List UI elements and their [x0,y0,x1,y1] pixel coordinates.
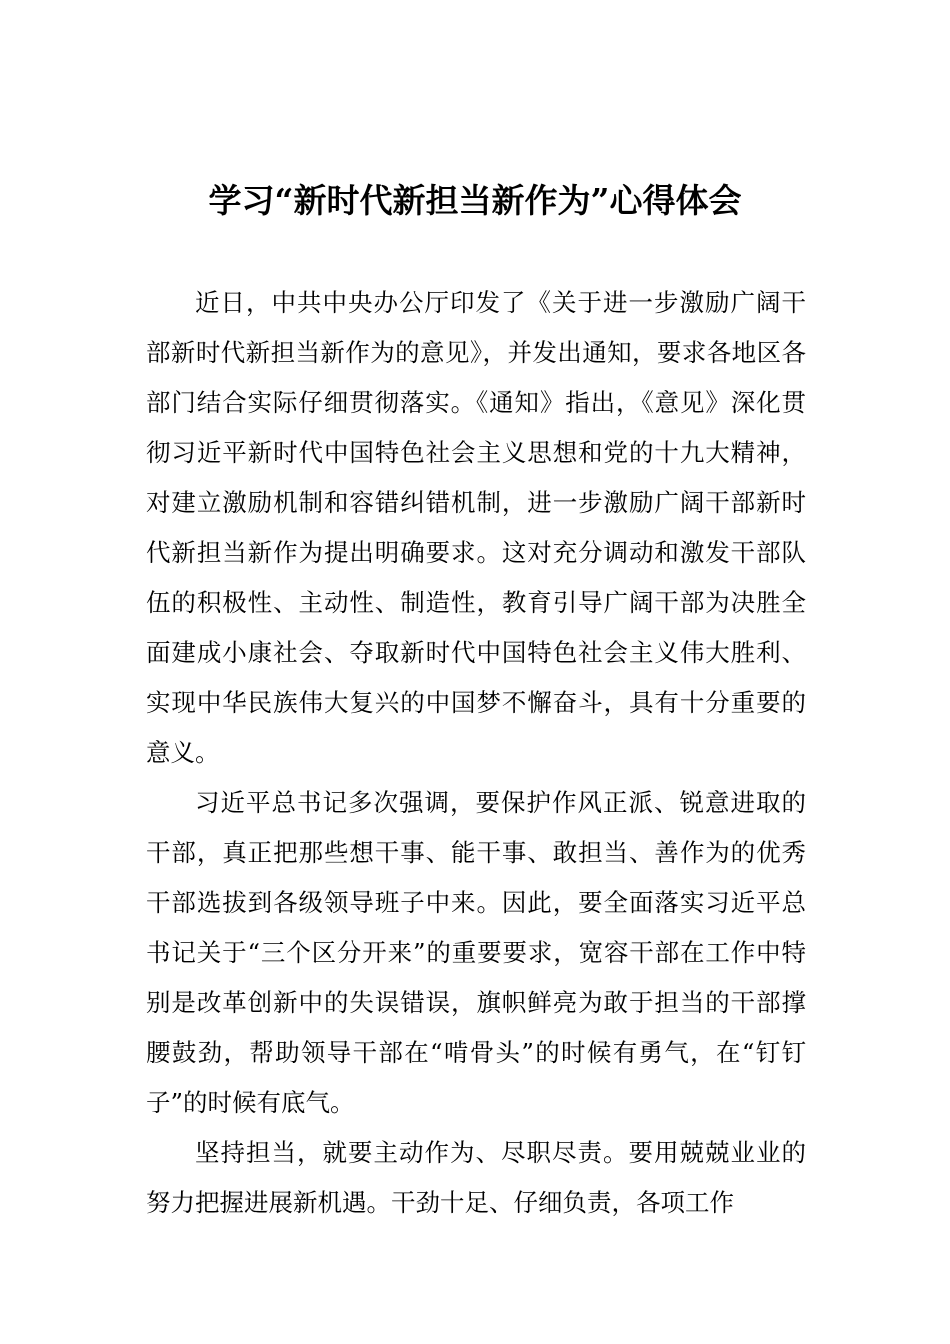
paragraph-1: 近日，中共中央办公厅印发了《关于进一步激励广阔干部新时代新担当新作为的意见》，并发出通知，要求各地区各部门结合实际仔细贯彻落实。《通知》指出，《意见》深化贯彻习近平新时代中国特色社会主义思想和党的十九大精神，对建立激励机制和容错纠错机制，进一步激励广阔干部新时代新担当新作为提出明确要求。这对充分调动和激发干部队伍的积极性、主动性、制造性，教育引导广阔干部为决胜全面建成小康社会、夺取新时代中国特色社会主义伟大胜利、实现中华民族伟大复兴的中国梦不懈奋斗，具有十分重要的意义。 [146,288,806,767]
document-body [146,278,806,1228]
document-title: 学习“新时代新担当新作为”心得体会 [208,181,742,220]
paragraph-3: 坚持担当，就要主动作为、尽职尽责。要用兢兢业业的努力把握进展新机遇。干劲十足、仔细负责，各项工作 [146,1138,806,1217]
paragraph-2: 习近平总书记多次强调，要保护作风正派、锐意进取的干部，真正把那些想干事、能干事、敢担当、善作为的优秀干部选拔到各级领导班子中来。因此，要全面落实习近平总书记关于“三个区分开来”的重要要求，宽容干部在工作中特别是改革创新中的失误错误，旗帜鲜亮为敢于担当的干部撑腰鼓劲，帮助领导干部在“啃骨头”的时候有勇气，在“钉钉子”的时候有底气。 [146,788,806,1117]
